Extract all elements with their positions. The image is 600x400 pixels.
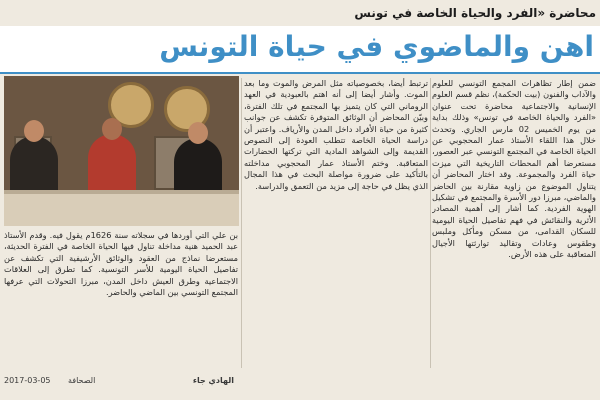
- headline-banner: [0, 26, 600, 72]
- article-kicker: محاضرة «الفرد والحياة الخاصة في تونس: [354, 6, 596, 20]
- article-headline: اهن والماضوي في حياة التونس: [159, 30, 594, 63]
- speaker-middle: [88, 134, 136, 194]
- article-column-left: بن علي التي أوردها في سجلاته سنة 1626م يقول فيه. وقدم الأستاذ عبد الحميد هنية مداخلة تناول فيها الحياة الخاصة في الفترة الحديثة، مستعرضا نماذج من العقود والوثائق الأرشيفية التي تكشف عن تفاصيل الحياة اليومية للأسر التونسية. كما تطرق إلى العلاقات الاجتماعية وطرق العيش داخل المدن، مبرزا التحولات التي عرفها المجتمع التونسي بين الماضي والحاضر.: [4, 230, 238, 298]
- article-column-middle: ترتبط أيضا، بخصوصياته مثل المرض والموت وما بعد الموت. وأشار أيضا إلى أنه اهتم بالعبودية في العهد الروماني التي كان يتميز بها المجتمع في تلك الفترة، وبيّن المحاضر أن الوثائق المتوفرة تكشف عن جوانب كثيرة من حياة الأفراد داخل المدن والأرياف. واعتبر أن دراسة الحياة الخاصة تتطلب العودة إلى النصوص القديمة وإلى الشواهد المادية التي تركتها الحضارات المتعاقبة. وختم الأستاذ عمار المحجوبي مداخلته بالتأكيد على ضرورة مواصلة البحث في هذا المجال الذي يظل في حاجة إلى مزيد من التعمق والدراسة.: [244, 78, 428, 191]
- speaker-middle-head: [102, 118, 122, 140]
- headline-rule: [0, 72, 600, 74]
- conference-table: [4, 194, 239, 226]
- article-photo: [4, 76, 239, 226]
- speaker-right-head: [188, 122, 208, 144]
- publication-label: الصحافة: [68, 376, 96, 385]
- article-footer: [4, 376, 234, 390]
- speaker-right: [174, 138, 222, 198]
- publication-date: 2017-03-05: [4, 376, 51, 385]
- author-name: الهادي جاء: [192, 376, 234, 385]
- speaker-left-head: [24, 120, 44, 142]
- column-divider: [430, 78, 431, 368]
- article-column-right: ضمن إطار تظاهرات المجمع التونسي للعلوم والآداب والفنون (بيت الحكمة)، نظم قسم العلوم الإنسانية والاجتماعية محاضرة تحت عنوان «الفرد والحياة الخاصة في تونس» وذلك بداية من يوم الخميس 02 مارس الجاري. وتحدث خلال هذا اللقاء الأستاذ عمار المحجوبي عن الحياة الخاصة في المجتمع التونسي عبر العصور، مستعرضا أهم المحطات التاريخية التي ميزت حياة الفرد والمجموعة. وقد اختار المحاضر أن يتناول الموضوع من زاوية مقارنة بين الحاضر والماضي، مبرزا دور الأسرة والمجتمع في تشكيل الهوية الفردية. كما أشار إلى أهمية المصادر الأثرية والنقائش في فهم تفاصيل الحياة اليومية للسكان القدامى، من مسكن ومأكل وملبس وطقوس وعادات وتقاليد توارثتها الأجيال المتعاقبة على هذه الأرض.: [432, 78, 596, 260]
- speaker-left: [10, 136, 58, 196]
- column-divider: [241, 78, 242, 368]
